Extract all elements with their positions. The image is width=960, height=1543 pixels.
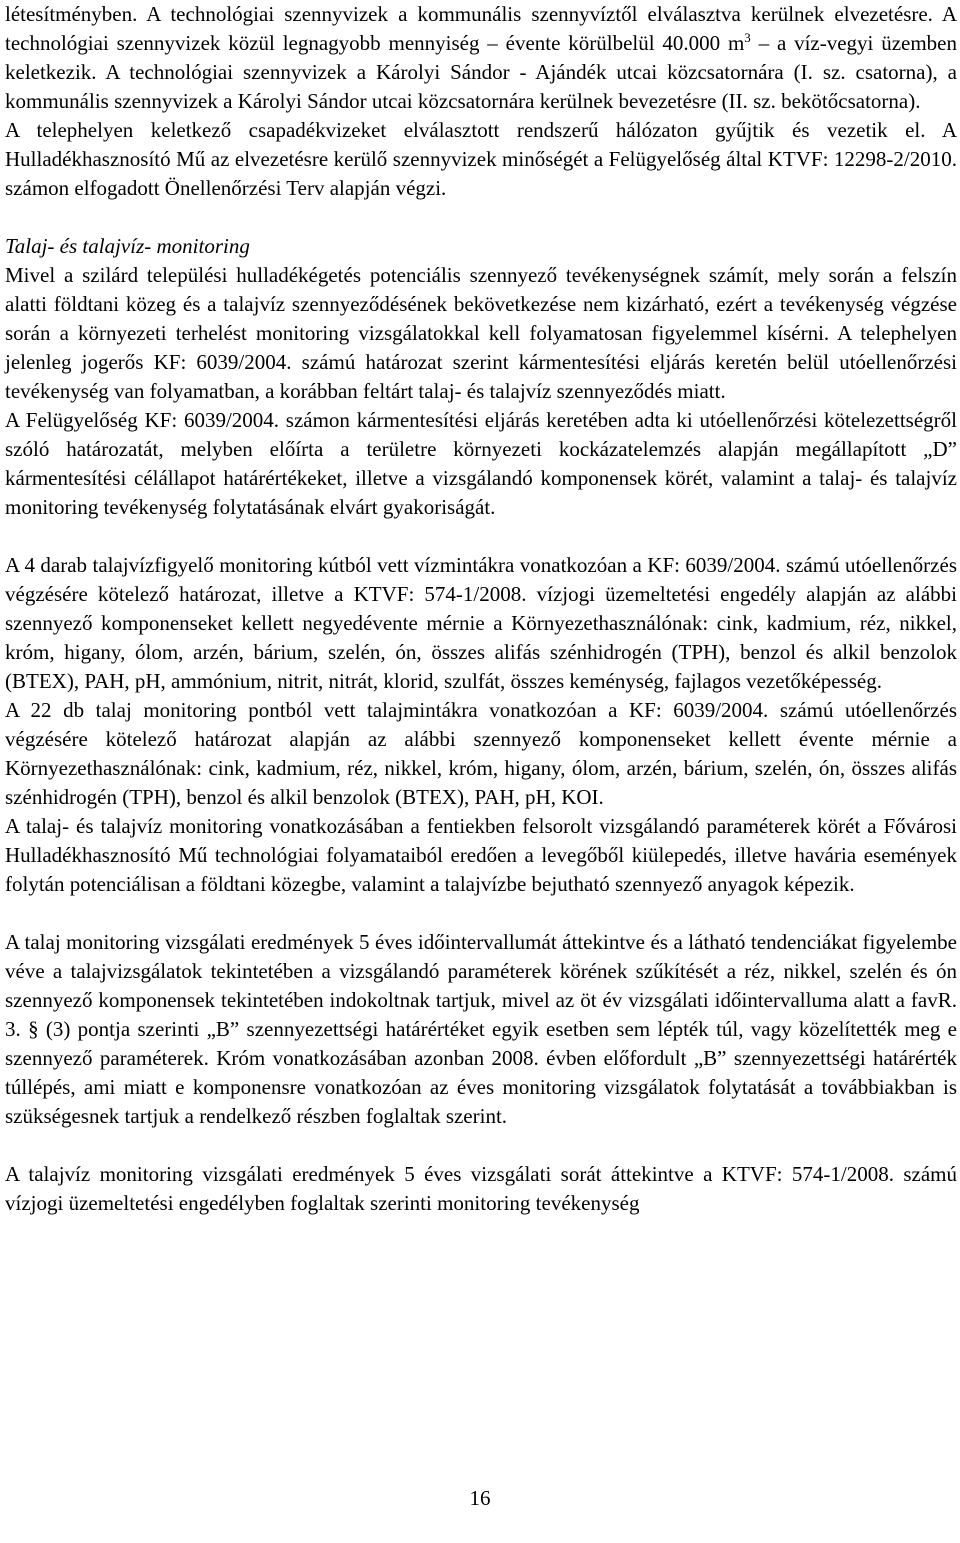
paragraph-parameters: A talaj- és talajvíz monitoring vonatkozásában a fentiekben felsorolt vizsgálandó paraméterek körét a Fővárosi Hulladékhasznosító Mű technológiai folyamataiból eredően a levegőből kiülepedés, illetve havária események folytán potenciálisan a földtani közegbe, valamint a talajvízbe bejutható szennyező anyagok képezik.	[5, 814, 957, 896]
document-page	[5, 0, 957, 1218]
paragraph-wastewater	[5, 0, 957, 116]
paragraph-text: – a víz-vegyi üzemben keletkezik. A technológiai szennyvizek a Károlyi Sándor - Ajándék utcai közcsatornára (I. sz. csatorna), a kommunális szennyvizek a Károlyi Sándor utcai közcsatornára kerülnek bevezetésre (II. sz. bekötőcsatorna).	[5, 31, 958, 113]
paragraph-rainwater: A telephelyen keletkező csapadékvizeket elválasztott rendszerű hálózaton gyűjtik és vezetik el. A Hulladékhasznosító Mű az elvezetésre kerülő szennyvizek minőségét a Felügyelőség által KTVF: 12298-2/2010. számon elfogadott Önellenőrzési Terv alapján végzi.	[5, 118, 957, 200]
paragraph-text: létesítményben. A technológiai szennyvizek a kommunális szennyvíztől elválasztva kerülnek elvezetésre. A technológiai szennyvizek közül legnagyobb mennyiség – évente körülbelül 40.000 m	[5, 2, 957, 55]
paragraph-gap	[5, 522, 957, 551]
paragraph-gap	[5, 1131, 957, 1160]
section-heading: Talaj- és talajvíz- monitoring	[5, 234, 250, 258]
paragraph-soil-results: A talaj monitoring vizsgálati eredmények 5 éves időintervallumát áttekintve és a látható tendenciákat figyelembe véve a talajvizsgálatok tekintetében a vizsgálandó paraméterek körének szűkítését a réz, nikkel, szelén és ón szennyező komponensek tekintetében indokoltnak tartjuk, mivel az öt év vizsgálati időintervalluma alatt a favR. 3. § (3) pontja szerinti „B” szennyezettségi határértéket egyik esetben sem lépték túl, vagy közelítették meg e szennyező paraméterek. Króm vonatkozásában azonban 2008. évben előfordult „B” szennyezettségi határérték túllépés, ami miatt e komponensre vonatkozóan az éves monitoring vizsgálatok folytatását a továbbiakban is szükségesnek tartjuk a rendelkező részben foglaltak szerint.	[5, 930, 957, 1128]
paragraph-inspectorate: A Felügyelőség KF: 6039/2004. számon kármentesítési eljárás keretében adta ki utóellenőrzési kötelezettségről szóló határozatát, melyben előírta a területre környezeti kockázatelemzés alapján megállapított „D” kármentesítési célállapot határértékeket, illetve a vizsgálandó komponensek körét, valamint a talaj- és talajvíz monitoring tevékenység folytatásának elvárt gyakoriságát.	[5, 408, 957, 519]
paragraph-gap	[5, 899, 957, 928]
page-number: 16	[469, 1486, 491, 1510]
paragraph-groundwater-wells: A 4 darab talajvízfigyelő monitoring kútból vett vízmintákra vonatkozóan a KF: 6039/2004. számú utóellenőrzés végzésére kötelező határozat, illetve a KTVF: 574-1/2008. vízjogi üzemeltetési engedély alapján az alábbi szennyező komponenseket kellett negyedévente mérnie a Környezethasználónak: cink, kadmium, réz, nikkel, króm, higany, ólom, arzén, bárium, szelén, ón, összes alifás szénhidrogén (TPH), benzol és alkil benzolok (BTEX), PAH, pH, ammónium, nitrit, nitrát, klorid, szulfát, összes keménység, fajlagos vezetőképesség.	[5, 553, 957, 693]
paragraph-monitoring-intro: Mivel a szilárd települési hulladékégetés potenciális szennyező tevékenységnek számít, mely során a felszín alatti földtani közeg és a talajvíz szennyeződésének bekövetkezése nem kizárható, ezért a tevékenység végzése során a környezeti terhelést monitoring vizsgálatokkal kell folyamatosan figyelemmel kísérni. A telephelyen jelenleg jogerős KF: 6039/2004. számú határozat szerint kármentesítési eljárás keretén belül utóellenőrzési tevékenység van folyamatban, a korábban feltárt talaj- és talajvíz szennyeződés miatt.	[5, 263, 957, 403]
paragraph-gap	[5, 203, 957, 232]
superscript: 3	[744, 30, 751, 45]
paragraph-soil-points: A 22 db talaj monitoring pontból vett talajmintákra vonatkozóan a KF: 6039/2004. számú utóellenőrzés végzésére kötelező határozat alapján az alábbi szennyező komponenseket kellett évente mérnie a Környezethasználónak: cink, kadmium, réz, nikkel, króm, higany, ólom, arzén, bárium, szelén, ón, összes alifás szénhidrogén (TPH), benzol és alkil benzolok (BTEX), PAH, pH, KOI.	[5, 698, 957, 809]
paragraph-groundwater-results: A talajvíz monitoring vizsgálati eredmények 5 éves vizsgálati sorát áttekintve a KTVF: 574-1/2008. számú vízjogi üzemeltetési engedélyben foglaltak szerinti monitoring tevékenység	[5, 1162, 957, 1215]
